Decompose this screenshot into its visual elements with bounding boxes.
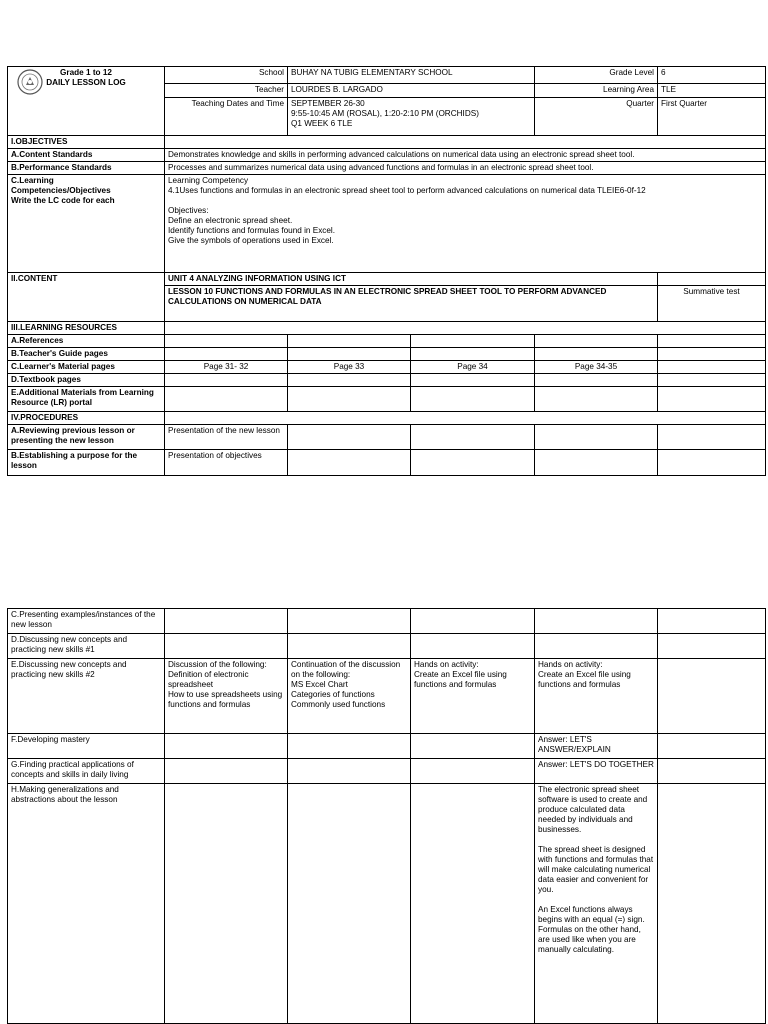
- objective-item: Identify functions and formulas found in Excel.: [168, 226, 336, 235]
- competencies-cell: [165, 175, 766, 273]
- quarter-label: Quarter: [535, 98, 658, 136]
- procedure-e-day4: Hands on activity: Create an Excel file using functions and formulas: [535, 659, 658, 734]
- procedure-b-day1: Presentation of objectives: [165, 450, 288, 476]
- performance-standards: Processes and summarizes numerical data using advanced functions and formulas in an electronic spread sheet tool.: [165, 162, 766, 175]
- learners-material-label: C.Learner's Material pages: [8, 361, 165, 374]
- resources-heading: III.LEARNING RESOURCES: [8, 322, 165, 335]
- procedure-e-day1: Discussion of the following: Definition of electronic spreadsheet How to use spreadsheets using functions and formulas: [165, 659, 288, 734]
- competency-heading: Learning Competency: [168, 176, 249, 185]
- textbook-label: D.Textbook pages: [8, 374, 165, 387]
- procedure-h-day4: The electronic spread sheet software is used to create and produce calculated data needed by individuals and businesses. The spread sheet is designed with functions and formulas that will make calculating numerical data easier and convenient for you. An Excel functions always begins with an equal (=) sign. Formulas on the other hand, are used like when you are manually calculating.: [535, 784, 658, 1024]
- teacher-value: LOURDES B. LARGADO: [288, 84, 535, 98]
- competencies-label: C.Learning Competencies/Objectives Write the LC code for each: [8, 175, 165, 273]
- dates-label: Teaching Dates and Time: [165, 98, 288, 136]
- objectives-subheading: Objectives:: [168, 206, 209, 215]
- lm-page-cell: Page 34: [411, 361, 535, 374]
- objective-item: Define an electronic spread sheet.: [168, 216, 293, 225]
- learning-area-label: Learning Area: [535, 84, 658, 98]
- grade-level-label: Grade Level: [535, 67, 658, 84]
- procedure-e-label: E.Discussing new concepts and practicing new skills #2: [8, 659, 165, 734]
- competency-text: 4.1Uses functions and formulas in an electronic spread sheet tool to perform advanced calculations on numerical data TLEIE6-0f-12: [168, 186, 646, 195]
- teacher-label: Teacher: [165, 84, 288, 98]
- lm-page-cell: Page 31- 32: [165, 361, 288, 374]
- quarter-value: First Quarter: [658, 98, 766, 136]
- school-label: School: [165, 67, 288, 84]
- references-label: A.References: [8, 335, 165, 348]
- procedure-e-day2: Continuation of the discussion on the following: MS Excel Chart Categories of functions Commonly used functions: [288, 659, 411, 734]
- deped-seal-icon: [17, 69, 43, 95]
- lm-page-cell: Page 33: [288, 361, 411, 374]
- additional-materials-label: E.Additional Materials from Learning Resource (LR) portal: [8, 387, 165, 412]
- procedure-e-day5: [658, 659, 766, 734]
- procedure-e-day3: Hands on activity: Create an Excel file using functions and formulas: [411, 659, 535, 734]
- school-value: BUHAY NA TUBIG ELEMENTARY SCHOOL: [288, 67, 535, 84]
- lesson-log-table-page1: [7, 66, 766, 476]
- lesson-title: LESSON 10 FUNCTIONS AND FORMULAS IN AN ELECTRONIC SPREAD SHEET TOOL TO PERFORM ADVANCED CALCULATIONS ON NUMERICAL DATA: [165, 286, 658, 322]
- procedure-a-day1: Presentation of the new lesson: [165, 425, 288, 450]
- grade-range: Grade 1 to 12: [60, 68, 112, 77]
- lm-page-cell: [658, 361, 766, 374]
- procedure-c-label: C.Presenting examples/instances of the new lesson: [8, 609, 165, 634]
- content-heading: II.CONTENT: [8, 273, 165, 322]
- objective-item: Give the symbols of operations used in Excel.: [168, 236, 334, 245]
- learning-area-value: TLE: [658, 84, 766, 98]
- objectives-heading: I.OBJECTIVES: [8, 136, 165, 149]
- content-standards: Demonstrates knowledge and skills in performing advanced calculations on numerical data using an electronic spread sheet tool.: [165, 149, 766, 162]
- procedure-h-label: H.Making generalizations and abstractions about the lesson: [8, 784, 165, 1024]
- procedure-g-label: G.Finding practical applications of concepts and skills in daily living: [8, 759, 165, 784]
- procedure-f-day4: Answer: LET'S ANSWER/EXPLAIN: [535, 734, 658, 759]
- grade-level-value: 6: [658, 67, 766, 84]
- log-title: DAILY LESSON LOG: [46, 78, 126, 87]
- procedures-heading: IV.PROCEDURES: [8, 412, 165, 425]
- summative-test: Summative test: [658, 286, 766, 322]
- procedure-a-label: A.Reviewing previous lesson or presenting the new lesson: [8, 425, 165, 450]
- procedure-g-day4: Answer: LET'S DO TOGETHER: [535, 759, 658, 784]
- lesson-log-table-page2: [7, 608, 766, 1024]
- procedure-b-label: B.Establishing a purpose for the lesson: [8, 450, 165, 476]
- procedure-f-label: F.Developing mastery: [8, 734, 165, 759]
- content-standards-label: A.Content Standards: [8, 149, 165, 162]
- procedure-d-label: D.Discussing new concepts and practicing new skills #1: [8, 634, 165, 659]
- performance-standards-label: B.Performance Standards: [8, 162, 165, 175]
- teachers-guide-label: B.Teacher's Guide pages: [8, 348, 165, 361]
- unit-title: UNIT 4 ANALYZING INFORMATION USING ICT: [165, 273, 658, 286]
- dates-value: SEPTEMBER 26-30 9:55-10:45 AM (ROSAL), 1:20-2:10 PM (ORCHIDS) Q1 WEEK 6 TLE: [288, 98, 535, 136]
- lm-page-cell: Page 34-35: [535, 361, 658, 374]
- title-block: [8, 67, 165, 136]
